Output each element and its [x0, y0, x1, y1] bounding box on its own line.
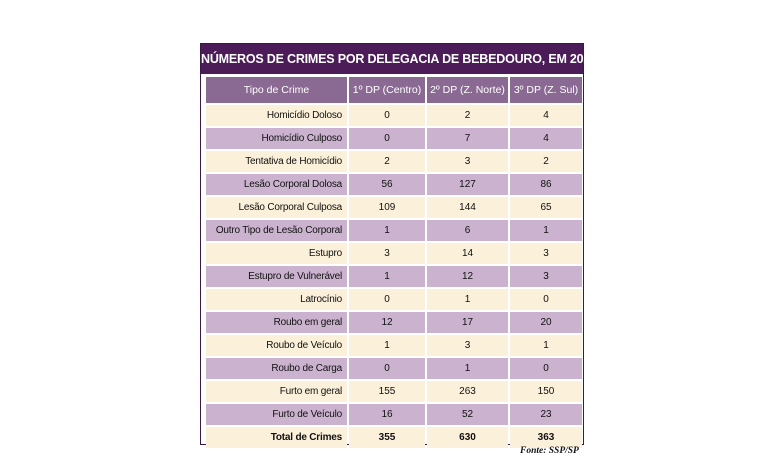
crime-type-cell: Latrocínio [206, 289, 347, 310]
table-title: NÚMEROS DE CRIMES POR DELEGACIA DE BEBEDOURO, EM 2024 [201, 44, 583, 74]
count-cell-dp3: 2 [510, 151, 582, 172]
table-row [206, 128, 582, 149]
crime-type-cell: Homicídio Doloso [206, 105, 347, 126]
table-row [206, 174, 582, 195]
table-row [206, 335, 582, 356]
source-note: Fonte: SSP/SP [520, 446, 579, 456]
total-row [206, 427, 582, 448]
count-cell-dp3: 65 [510, 197, 582, 218]
crime-type-cell: Furto de Veículo [206, 404, 347, 425]
count-cell-dp2: 127 [427, 174, 508, 195]
count-cell-dp3: 4 [510, 128, 582, 149]
count-cell-dp2: 7 [427, 128, 508, 149]
count-cell-dp1: 1 [349, 266, 425, 287]
table-row [206, 312, 582, 333]
count-cell-dp3: 1 [510, 335, 582, 356]
count-cell-dp2: 17 [427, 312, 508, 333]
count-cell-dp1: 155 [349, 381, 425, 402]
table-row [206, 289, 582, 310]
count-cell-dp3: 23 [510, 404, 582, 425]
crime-type-cell: Lesão Corporal Dolosa [206, 174, 347, 195]
count-cell-dp1: 3 [349, 243, 425, 264]
crime-type-cell: Lesão Corporal Culposa [206, 197, 347, 218]
count-cell-dp1: 0 [349, 105, 425, 126]
count-cell-dp1: 0 [349, 289, 425, 310]
count-cell-dp1: 355 [349, 427, 425, 448]
count-cell-dp1: 1 [349, 220, 425, 241]
count-cell-dp2: 12 [427, 266, 508, 287]
table-row [206, 404, 582, 425]
crime-table [204, 75, 584, 450]
count-cell-dp1: 109 [349, 197, 425, 218]
crime-table-figure [200, 43, 597, 445]
count-cell-dp1: 2 [349, 151, 425, 172]
header-dp2: 2º DP (Z. Norte) [427, 77, 508, 103]
crime-type-cell: Estupro [206, 243, 347, 264]
count-cell-dp1: 0 [349, 358, 425, 379]
table-row [206, 105, 582, 126]
count-cell-dp3: 0 [510, 358, 582, 379]
count-cell-dp2: 144 [427, 197, 508, 218]
count-cell-dp3: 0 [510, 289, 582, 310]
count-cell-dp2: 263 [427, 381, 508, 402]
crime-type-cell: Outro Tipo de Lesão Corporal [206, 220, 347, 241]
header-row [206, 77, 582, 103]
count-cell-dp1: 1 [349, 335, 425, 356]
count-cell-dp3: 20 [510, 312, 582, 333]
count-cell-dp2: 2 [427, 105, 508, 126]
table-row [206, 381, 582, 402]
count-cell-dp2: 6 [427, 220, 508, 241]
crime-type-cell: Homicídio Culposo [206, 128, 347, 149]
crime-type-cell: Estupro de Vulnerável [206, 266, 347, 287]
crime-type-cell: Total de Crimes [206, 427, 347, 448]
count-cell-dp3: 150 [510, 381, 582, 402]
count-cell-dp3: 363 [510, 427, 582, 448]
table-body [206, 105, 582, 448]
count-cell-dp2: 52 [427, 404, 508, 425]
count-cell-dp1: 12 [349, 312, 425, 333]
header-tipo-crime: Tipo de Crime [206, 77, 347, 103]
count-cell-dp2: 14 [427, 243, 508, 264]
table-row [206, 243, 582, 264]
count-cell-dp2: 1 [427, 289, 508, 310]
table-row [206, 358, 582, 379]
count-cell-dp2: 3 [427, 151, 508, 172]
crime-type-cell: Tentativa de Homicídio [206, 151, 347, 172]
header-dp3: 3º DP (Z. Sul) [510, 77, 582, 103]
table-row [206, 151, 582, 172]
count-cell-dp1: 16 [349, 404, 425, 425]
count-cell-dp2: 630 [427, 427, 508, 448]
count-cell-dp2: 1 [427, 358, 508, 379]
count-cell-dp3: 86 [510, 174, 582, 195]
count-cell-dp3: 3 [510, 266, 582, 287]
table-row [206, 197, 582, 218]
crime-type-cell: Roubo de Veículo [206, 335, 347, 356]
count-cell-dp3: 4 [510, 105, 582, 126]
count-cell-dp2: 3 [427, 335, 508, 356]
table-row [206, 266, 582, 287]
count-cell-dp1: 0 [349, 128, 425, 149]
crime-type-cell: Furto em geral [206, 381, 347, 402]
count-cell-dp1: 56 [349, 174, 425, 195]
count-cell-dp3: 1 [510, 220, 582, 241]
header-dp1: 1º DP (Centro) [349, 77, 425, 103]
crime-type-cell: Roubo em geral [206, 312, 347, 333]
table-row [206, 220, 582, 241]
crime-type-cell: Roubo de Carga [206, 358, 347, 379]
count-cell-dp3: 3 [510, 243, 582, 264]
